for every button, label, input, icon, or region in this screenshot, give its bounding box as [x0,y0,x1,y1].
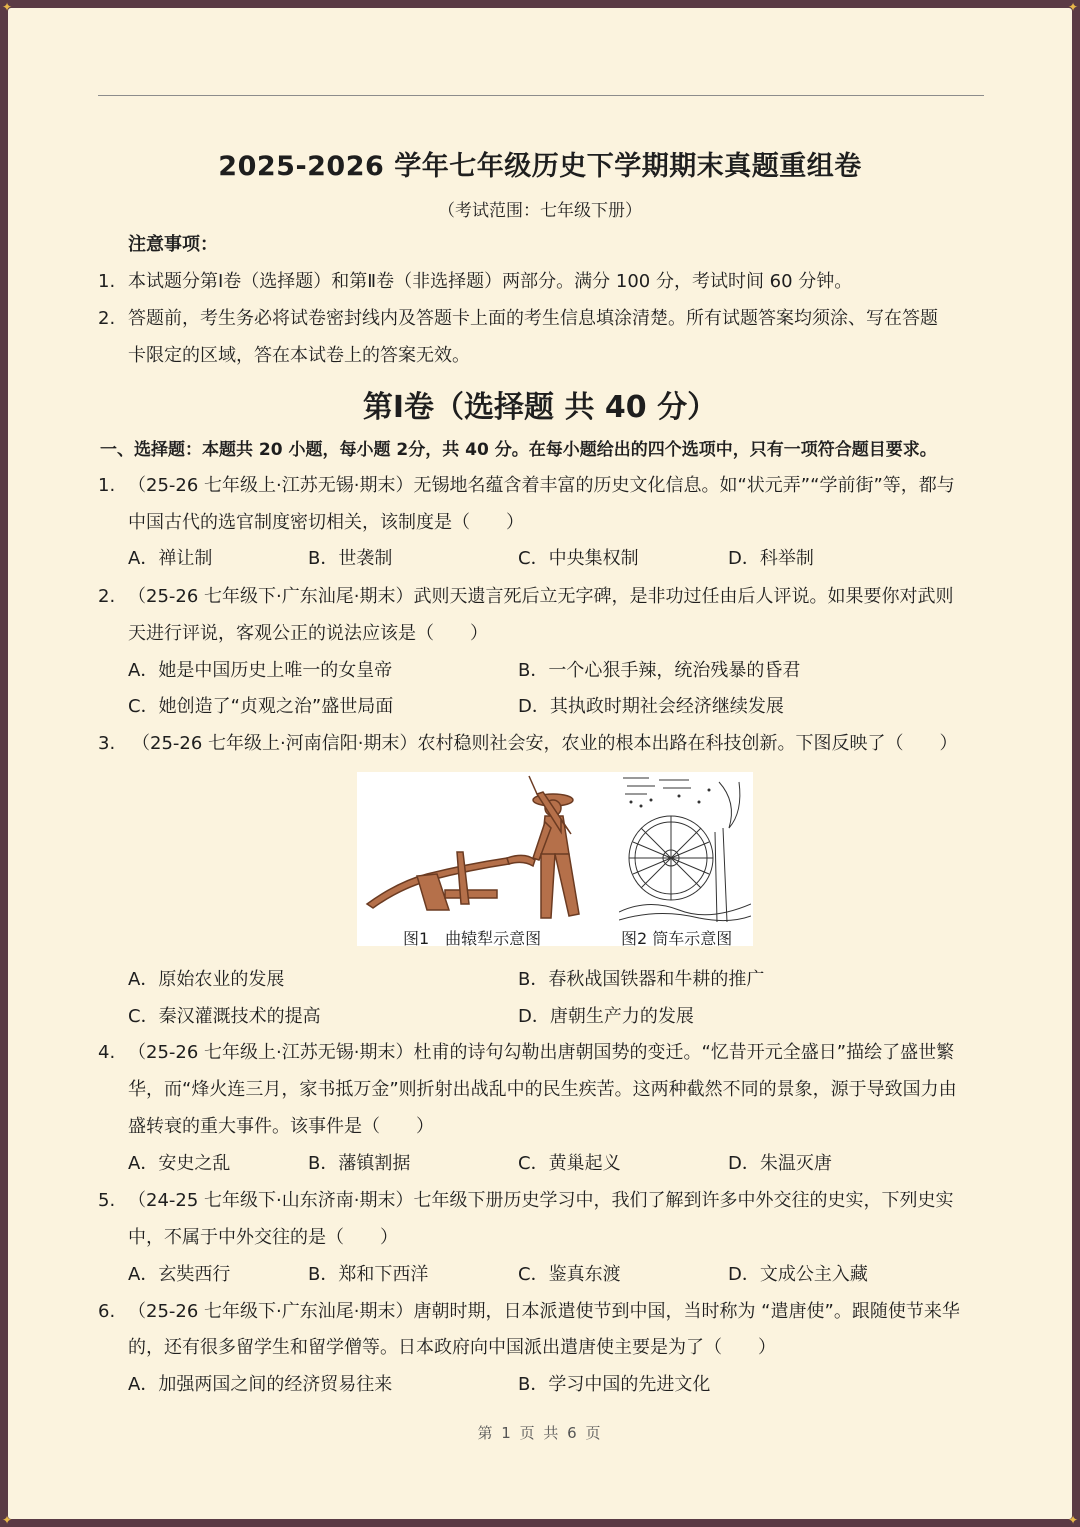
notes-heading: 注意事项： [128,234,218,255]
question-stem: 盛转衰的重大事件。该事件是（ ） [128,1116,434,1137]
option-d[interactable]: D．朱温灭唐 [728,1153,832,1174]
section-title: 第Ⅰ卷（选择题 共 40 分） [362,390,718,425]
option-c[interactable]: C．鉴真东渡 [518,1264,621,1285]
question-number: 6. [98,1301,116,1322]
question-stem: （25-26 七年级上·江苏无锡·期末）杜甫的诗句勾勒出唐朝国势的变迁。“忆昔开元全盛日”描绘了盛世繁 [128,1042,955,1063]
option-d[interactable]: D．科举制 [728,548,814,569]
option-a[interactable]: A．禅让制 [128,548,213,569]
corner-star-icon: ✦ [2,1513,13,1527]
option-a[interactable]: A．原始农业的发展 [128,969,285,990]
question-number: 2. [98,586,116,607]
option-c[interactable]: C．秦汉灌溉技术的提高 [128,1006,321,1027]
question-stem: （25-26 七年级上·江苏无锡·期末）无锡地名蕴含着丰富的历史文化信息。如“状元弄”“学前街”等，都与 [128,475,955,496]
question-figure [357,772,753,946]
page-footer: 第 1 页 共 6 页 [477,1424,603,1442]
question-stem: （25-26 七年级上·河南信阳·期末）农村稳则社会安，农业的根本出路在科技创新。下图反映了（ ） [132,733,958,754]
option-a[interactable]: A．她是中国历史上唯一的女皇帝 [128,660,393,681]
corner-star-icon: ✦ [1068,0,1079,14]
exam-scope: （考试范围：七年级下册） [438,201,642,221]
exam-title: 2025-2026 学年七年级历史下学期期末真题重组卷 [218,151,862,182]
note-text: 答题前，考生务必将试卷密封线内及答题卡上面的考生信息填涂清楚。所有试题答案均须涂、写在答题 [128,308,938,329]
option-c[interactable]: C．黄巢起义 [518,1153,621,1174]
option-a[interactable]: A．玄奘西行 [128,1264,231,1285]
note-text: 本试题分第Ⅰ卷（选择题）和第Ⅱ卷（非选择题）两部分。满分 100 分，考试时间 60 分钟。 [128,271,853,292]
question-number: 1. [98,475,116,496]
option-b[interactable]: B．春秋战国铁器和牛耕的推广 [518,969,765,990]
option-b[interactable]: B．藩镇割据 [308,1153,411,1174]
question-number: 5. [98,1190,116,1211]
corner-star-icon: ✦ [2,0,13,14]
corner-star-icon: ✦ [1068,1513,1079,1527]
option-d[interactable]: D．其执政时期社会经济继续发展 [518,696,784,717]
option-b[interactable]: B．一个心狠手辣，统治残暴的昏君 [518,660,801,681]
question-stem: 中，不属于中外交往的是（ ） [128,1227,398,1248]
header-rule [98,95,984,96]
question-stem: （25-26 七年级下·广东汕尾·期末）武则天遗言死后立无字碑，是非功过任由后人评说。如果要你对武则 [128,586,954,607]
option-d[interactable]: D．唐朝生产力的发展 [518,1006,694,1027]
exam-page [2,0,1079,1527]
question-stem: 的，还有很多留学生和留学僧等。日本政府向中国派出遣唐使主要是为了（ ） [128,1337,776,1358]
note-number: 2. [98,308,116,329]
curved-plow-illustration [357,772,607,924]
option-c[interactable]: C．中央集权制 [518,548,639,569]
option-d[interactable]: D．文成公主入藏 [728,1264,868,1285]
figure-2-caption: 图2 筒车示意图 [621,929,733,948]
option-a[interactable]: A．加强两国之间的经济贸易往来 [128,1374,393,1395]
question-stem: （25-26 七年级下·广东汕尾·期末）唐朝时期，日本派遣使节到中国，当时称为 “遣唐使”。跟随使节来华 [128,1301,960,1322]
figure-1-caption: 图1 曲辕犁示意图 [403,929,542,948]
option-b[interactable]: B．学习中国的先进文化 [518,1374,711,1395]
option-c[interactable]: C．她创造了“贞观之治”盛世局面 [128,696,394,717]
option-b[interactable]: B．世袭制 [308,548,393,569]
option-a[interactable]: A．安史之乱 [128,1153,231,1174]
question-stem: 华，而“烽火连三月，家书抵万金”则折射出战乱中的民生疾苦。这两种截然不同的景象，源于导致国力由 [128,1079,957,1100]
question-stem: 中国古代的选官制度密切相关，该制度是（ ） [128,512,524,533]
note-text: 卡限定的区域，答在本试卷上的答案无效。 [128,345,470,366]
option-b[interactable]: B．郑和下西洋 [308,1264,429,1285]
section-instruction: 一、选择题：本题共 20 小题，每小题 2分，共 40 分。在每小题给出的四个选项中，只有一项符合题目要求。 [100,440,937,460]
note-number: 1. [98,271,116,292]
water-wheel-illustration [619,772,751,924]
question-stem: 天进行评说，客观公正的说法应该是（ ） [128,623,488,644]
question-number: 4. [98,1042,116,1063]
question-number: 3. [98,733,116,754]
question-stem: （24-25 七年级下·山东济南·期末）七年级下册历史学习中，我们了解到许多中外交往的史实，下列史实 [128,1190,954,1211]
